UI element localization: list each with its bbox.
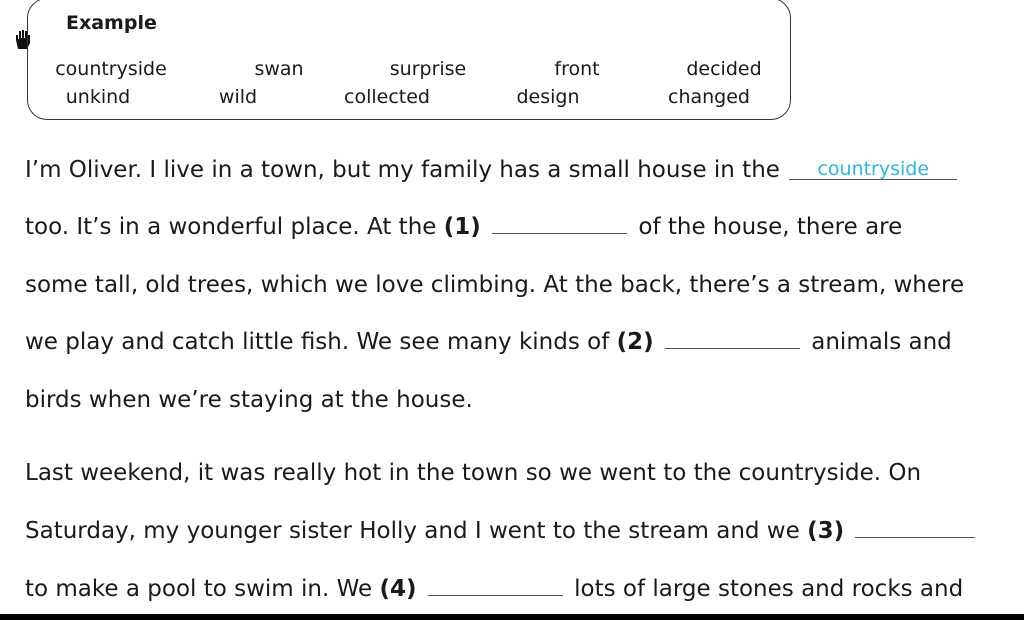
text-line	[25, 157, 957, 183]
text-segment: too. It’s in a wonderful place. At the	[25, 214, 437, 240]
example-word: decided	[686, 58, 762, 80]
text-segment: animals and	[811, 329, 952, 355]
example-word: front	[554, 58, 600, 80]
example-word: unkind	[65, 86, 131, 108]
text-segment: we play and catch little fish. We see many kinds of	[25, 329, 610, 355]
text-line	[25, 214, 902, 240]
question-number: (2)	[616, 329, 654, 355]
text-line	[25, 576, 963, 602]
text-line	[25, 272, 964, 298]
example-word: surprise	[389, 58, 467, 80]
example-title: Example	[66, 12, 157, 34]
question-number: (4)	[379, 576, 417, 602]
text-segment: of the house, there are	[638, 214, 903, 240]
example-answer: countryside	[789, 160, 957, 180]
answer-blank-4[interactable]	[428, 581, 563, 596]
text-segment: Last weekend, it was really hot in the town so we went to the countryside. On	[25, 460, 922, 486]
example-word: countryside	[55, 58, 167, 80]
question-number: (1)	[443, 214, 481, 240]
example-word: changed	[668, 86, 750, 108]
text-segment: to make a pool to swim in. We	[25, 576, 373, 602]
example-word: wild	[218, 86, 258, 108]
text-line	[25, 329, 952, 355]
bottom-edge-bar	[0, 614, 1024, 620]
text-segment: birds when we’re staying at the house.	[25, 387, 473, 413]
text-line	[25, 460, 921, 486]
text-line	[25, 387, 473, 413]
answer-blank-2[interactable]	[665, 334, 800, 349]
question-number: (3)	[807, 518, 845, 544]
answer-blank-1[interactable]	[492, 219, 627, 234]
example-word: design	[516, 86, 580, 108]
text-segment: Saturday, my younger sister Holly and I went to the stream and we	[25, 518, 800, 544]
example-word: swan	[254, 58, 304, 80]
text-segment: I’m Oliver. I live in a town, but my family has a small house in the	[25, 157, 780, 183]
answer-blank-3[interactable]	[855, 523, 975, 538]
text-segment: lots of large stones and rocks and	[574, 576, 964, 602]
text-segment: some tall, old trees, which we love climbing. At the back, there’s a stream, where	[25, 272, 965, 298]
text-line	[25, 518, 979, 544]
example-word: collected	[344, 86, 430, 108]
